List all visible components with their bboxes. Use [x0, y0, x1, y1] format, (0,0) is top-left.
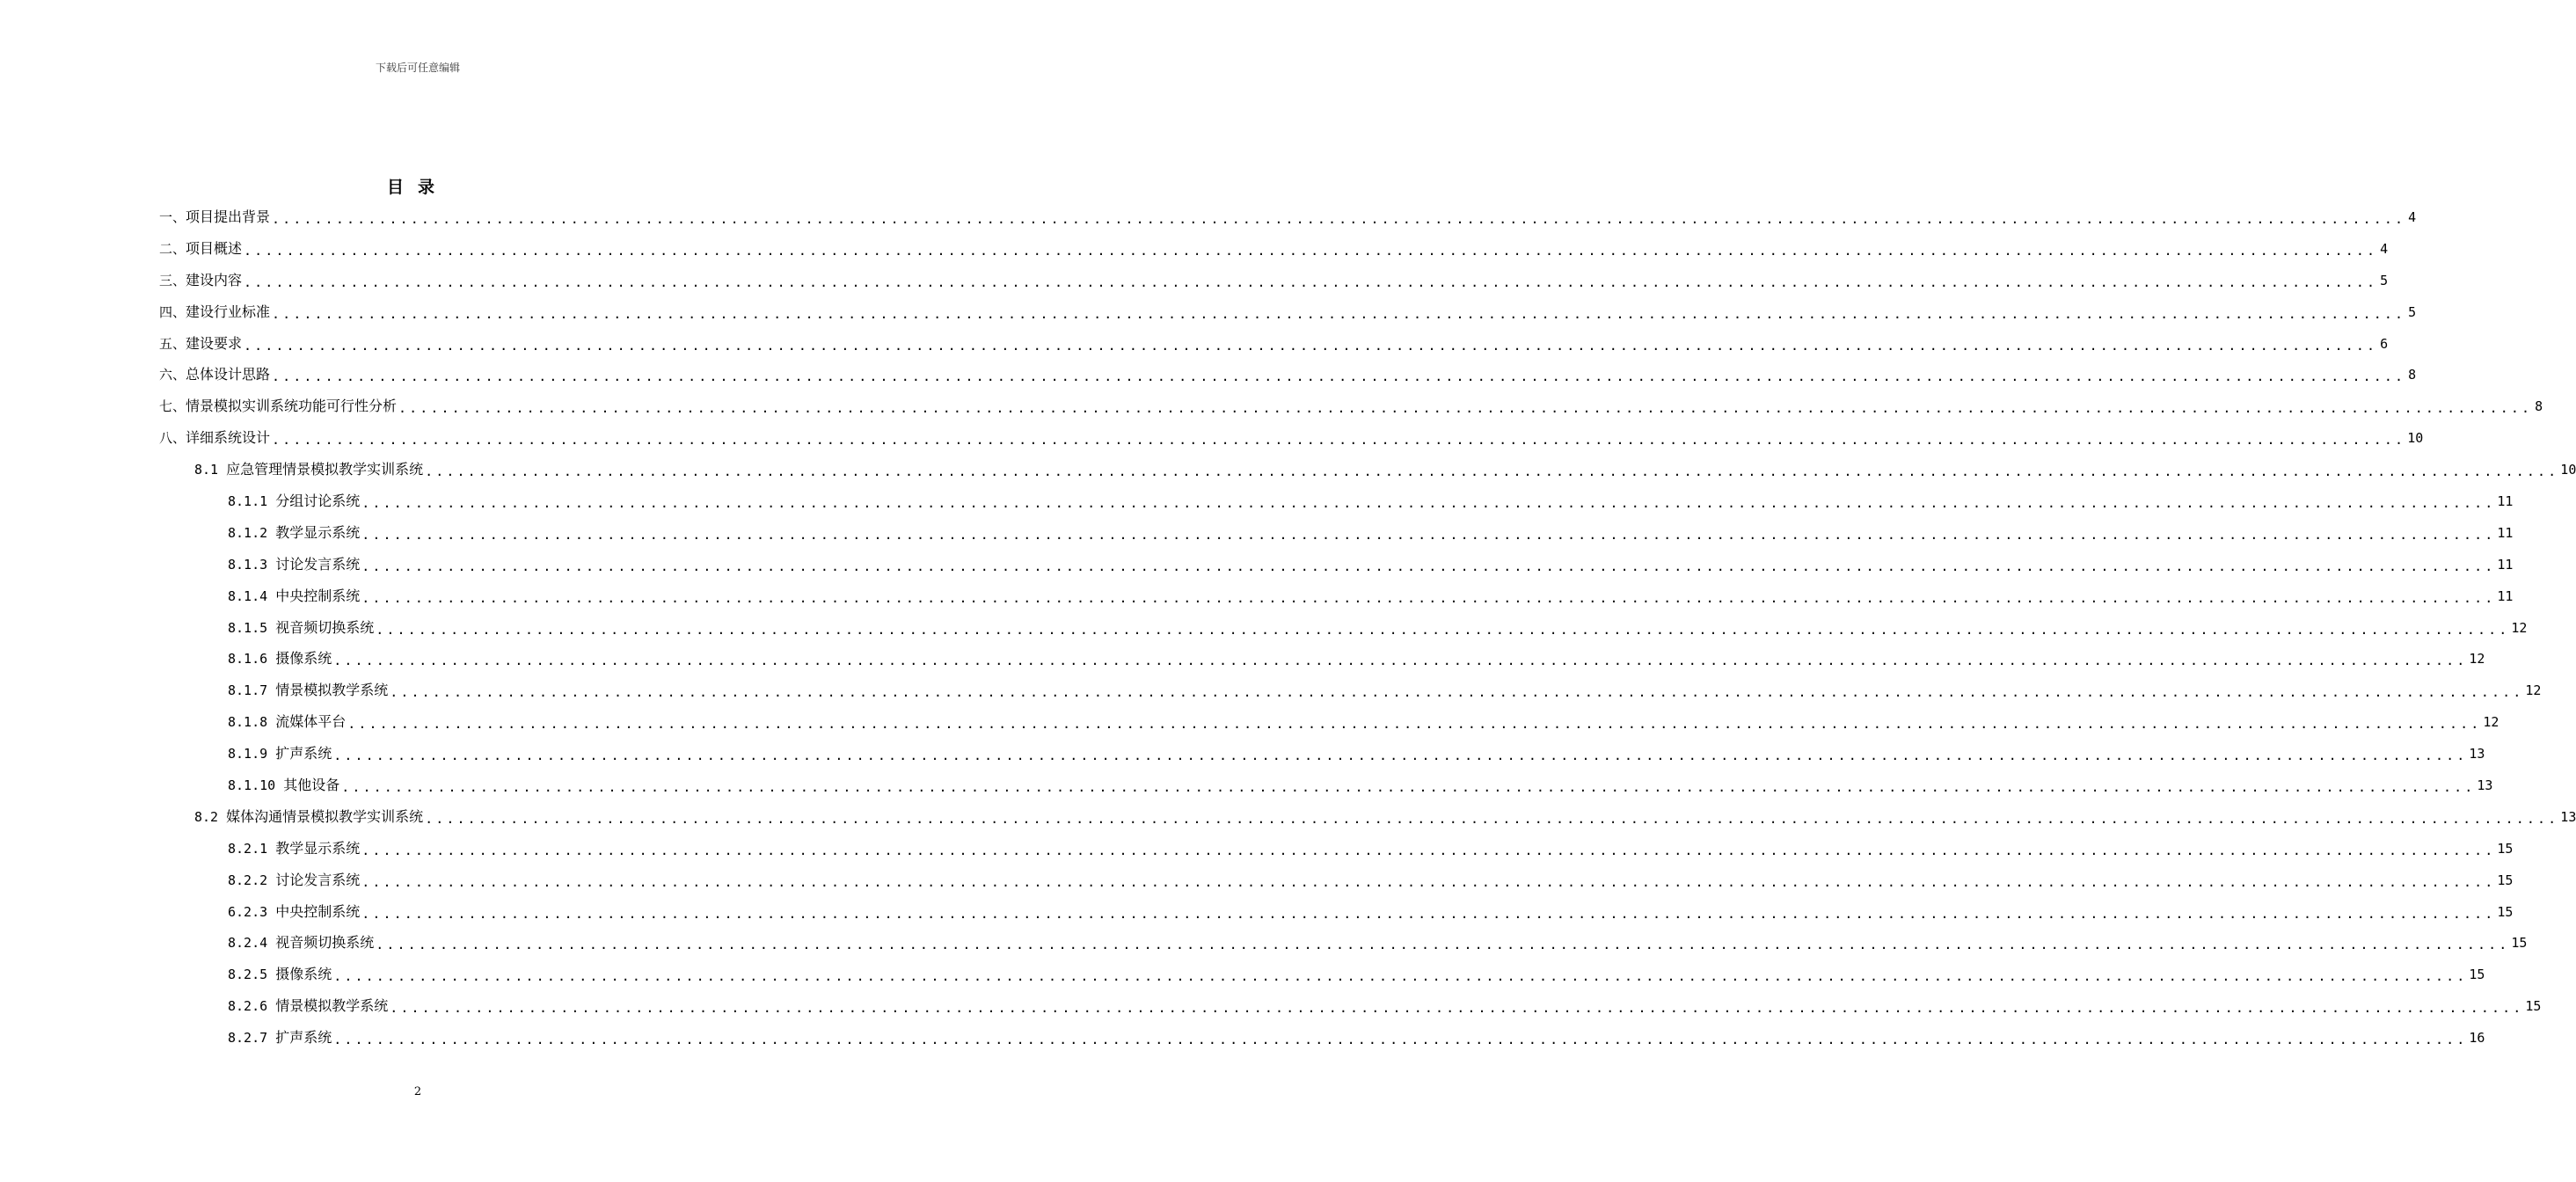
toc-entry-page: 4	[2408, 208, 2417, 225]
toc-entry-number: 8.1.4	[228, 587, 276, 604]
toc-entry[interactable]	[0, 865, 2514, 896]
toc-entry[interactable]	[0, 801, 2576, 833]
toc-entry-label: 应急管理情景模拟教学实训系统	[226, 461, 424, 478]
toc-entry[interactable]	[0, 485, 2514, 517]
toc-dot-leader: ........................................................................................................................................................................................................	[333, 748, 2468, 764]
toc-entry[interactable]	[0, 265, 2389, 296]
toc-dot-leader: ........................................................................................................................................................................................................	[272, 368, 2406, 385]
toc-entry-page: 12	[2483, 714, 2499, 731]
toc-entry[interactable]	[0, 833, 2514, 865]
toc-entry-page: 8	[2535, 398, 2543, 415]
toc-entry[interactable]	[0, 770, 2493, 801]
toc-entry-label: 建设行业标准	[186, 303, 271, 320]
toc-entry-content	[159, 366, 2417, 385]
toc-entry-number: 8.1	[194, 462, 227, 478]
toc-entry[interactable]	[0, 328, 2389, 360]
page-number: 2	[413, 1085, 422, 1098]
toc-entry-page: 11	[2497, 492, 2514, 509]
toc-dot-leader: ........................................................................................................................................................................................................	[333, 968, 2468, 985]
toc-entry-number: 8.1.3	[228, 556, 276, 573]
toc-entry[interactable]	[0, 896, 2514, 928]
toc-dot-leader: ........................................................................................................................................................................................................	[361, 494, 2496, 511]
toc-entry-number: 8.1.9	[228, 746, 276, 762]
toc-dot-leader: ........................................................................................................................................................................................................	[398, 400, 2533, 417]
toc-entry-content	[228, 871, 2514, 890]
toc-dot-leader: ........................................................................................................................................................................................................	[390, 1000, 2524, 1017]
toc-entry-page: 12	[2469, 651, 2485, 668]
toc-entry-number: 八、	[159, 430, 186, 447]
toc-entry-number: 8.1.10	[228, 777, 284, 793]
toc-entry-page: 15	[2497, 903, 2514, 920]
toc-entry[interactable]	[0, 549, 2514, 580]
toc-entry-page: 5	[2408, 303, 2417, 320]
toc-entry[interactable]	[0, 454, 2576, 485]
toc-entry-label: 情景模拟教学系统	[275, 682, 389, 699]
toc-entry[interactable]	[0, 296, 2417, 328]
toc-dot-leader: ........................................................................................................................................................................................................	[272, 305, 2406, 322]
toc-entry-page: 13	[2560, 808, 2576, 825]
toc-entry-content	[228, 555, 2514, 574]
toc-entry-number: 三、	[159, 272, 186, 288]
toc-entry-number: 8.1.8	[228, 714, 276, 731]
toc-entry-page: 15	[2497, 872, 2514, 888]
toc-entry-number: 8.1.1	[228, 492, 276, 509]
toc-entry-content	[194, 807, 2576, 827]
toc-entry-page: 8	[2408, 367, 2417, 383]
toc-entry-label: 摄像系统	[275, 650, 332, 668]
toc-dot-leader: ........................................................................................................................................................................................................	[361, 526, 2496, 543]
toc-entry-content	[159, 398, 2543, 417]
toc-entry-label: 项目提出背景	[186, 208, 271, 225]
toc-entry-label: 教学显示系统	[275, 839, 361, 857]
toc-entry[interactable]	[0, 1022, 2485, 1054]
toc-dot-leader: ........................................................................................................................................................................................................	[361, 558, 2496, 574]
toc-entry-label: 流媒体平台	[275, 713, 347, 731]
toc-entry[interactable]	[0, 927, 2528, 959]
toc-entry-content	[228, 523, 2514, 543]
toc-entry-label: 分组讨论系统	[275, 492, 361, 509]
toc-dot-leader: ........................................................................................................................................................................................................	[244, 337, 2378, 354]
toc-entry-number: 8.2.6	[228, 998, 276, 1015]
toc-entry-content	[228, 713, 2499, 733]
toc-dot-leader: ........................................................................................................................................................................................................	[361, 589, 2496, 606]
toc-entry[interactable]	[0, 201, 2417, 233]
toc-dot-leader: ........................................................................................................................................................................................................	[361, 905, 2496, 922]
toc-entry-number: 四、	[159, 303, 186, 320]
toc-entry-label: 视音频切换系统	[275, 934, 375, 952]
toc-entry-label: 详细系统设计	[186, 429, 271, 447]
toc-entry-number: 8.2	[194, 808, 227, 825]
table-of-contents	[0, 201, 2576, 1054]
toc-entry-number: 8.2.1	[228, 840, 276, 857]
toc-entry-content	[228, 618, 2528, 638]
toc-entry-number: 8.2.7	[228, 1030, 276, 1047]
toc-dot-leader: ........................................................................................................................................................................................................	[390, 684, 2524, 701]
toc-entry-page: 15	[2497, 840, 2514, 857]
toc-entry[interactable]	[0, 580, 2514, 612]
toc-entry-label: 讨论发言系统	[275, 555, 361, 573]
toc-entry-label: 建设内容	[186, 271, 243, 288]
toc-entry-label: 中央控制系统	[275, 587, 361, 604]
toc-entry-content	[228, 997, 2542, 1017]
toc-entry-number: 二、	[159, 240, 186, 257]
toc-entry-content	[228, 934, 2528, 953]
toc-entry-page: 6	[2380, 335, 2389, 352]
toc-entry-page: 11	[2497, 556, 2514, 573]
toc-entry-label: 扩声系统	[275, 745, 332, 762]
toc-entry[interactable]	[0, 422, 2424, 454]
toc-entry-content	[159, 334, 2389, 354]
toc-entry-content	[159, 271, 2389, 290]
toc-entry[interactable]	[0, 359, 2417, 390]
toc-entry-page: 15	[2525, 998, 2542, 1015]
toc-entry-page: 11	[2497, 587, 2514, 604]
toc-entry-label: 视音频切换系统	[275, 618, 375, 636]
toc-entry[interactable]	[0, 738, 2485, 770]
toc-entry-content	[228, 682, 2542, 701]
toc-dot-leader: ........................................................................................................................................................................................................	[244, 274, 2378, 290]
toc-entry-label: 教学显示系统	[275, 523, 361, 541]
toc-entry-label: 其他设备	[283, 776, 340, 793]
toc-entry-page: 12	[2511, 619, 2528, 636]
toc-entry-page: 11	[2497, 524, 2514, 541]
toc-entry-number: 8.2.2	[228, 872, 276, 888]
toc-entry-label: 摄像系统	[275, 966, 332, 983]
toc-entry-page: 12	[2525, 682, 2542, 699]
toc-entry-content	[194, 461, 2576, 480]
page-header: 下载后可任意编辑	[375, 62, 460, 74]
toc-entry-number: 七、	[159, 398, 186, 415]
toc-entry-number: 8.2.4	[228, 935, 276, 952]
toc-dot-leader: ........................................................................................................................................................................................................	[376, 621, 2510, 638]
toc-dot-leader: ........................................................................................................................................................................................................	[361, 873, 2496, 890]
toc-entry-label: 媒体沟通情景模拟教学实训系统	[226, 807, 424, 825]
toc-entry-page: 13	[2477, 777, 2493, 793]
toc-entry[interactable]	[0, 390, 2543, 422]
toc-entry[interactable]	[0, 612, 2528, 644]
toc-entry[interactable]	[0, 675, 2542, 706]
toc-entry[interactable]	[0, 517, 2514, 549]
toc-dot-leader: ........................................................................................................................................................................................................	[333, 653, 2468, 669]
toc-entry-page: 16	[2469, 1030, 2485, 1047]
toc-entry-number: 8.1.7	[228, 682, 276, 699]
toc-dot-leader: ........................................................................................................................................................................................................	[376, 937, 2510, 953]
toc-entry-content	[159, 208, 2417, 227]
toc-entry-number: 8.2.5	[228, 967, 276, 983]
toc-entry-content	[159, 303, 2417, 322]
toc-entry-page: 5	[2380, 272, 2389, 288]
toc-dot-leader: ........................................................................................................................................................................................................	[272, 210, 2406, 227]
toc-entry-number: 6.2.3	[228, 903, 276, 920]
toc-entry-label: 中央控制系统	[275, 902, 361, 920]
toc-entry-content	[228, 650, 2485, 669]
toc-entry-number: 8.1.2	[228, 524, 276, 541]
toc-entry-page: 15	[2511, 935, 2528, 952]
toc-entry-content	[228, 492, 2514, 511]
toc-entry-label: 讨论发言系统	[275, 871, 361, 888]
toc-entry-page: 4	[2380, 240, 2389, 257]
toc-entry-number: 8.1.5	[228, 619, 276, 636]
toc-entry-content	[228, 776, 2493, 795]
toc-dot-leader: ........................................................................................................................................................................................................	[361, 842, 2496, 858]
toc-entry-content	[228, 902, 2514, 922]
toc-entry-label: 项目概述	[186, 239, 243, 257]
toc-entry-content	[159, 239, 2389, 259]
toc-entry-number: 一、	[159, 208, 186, 225]
toc-dot-leader: ........................................................................................................................................................................................................	[244, 242, 2378, 259]
toc-entry-label: 扩声系统	[275, 1029, 332, 1047]
toc-entry-label: 情景模拟教学系统	[275, 997, 389, 1015]
toc-entry-content	[228, 745, 2485, 764]
toc-entry-page: 15	[2469, 967, 2485, 983]
toc-entry[interactable]	[0, 706, 2499, 738]
toc-dot-leader: ........................................................................................................................................................................................................	[272, 432, 2406, 449]
toc-dot-leader: ........................................................................................................................................................................................................	[347, 716, 2482, 733]
toc-dot-leader: ........................................................................................................................................................................................................	[425, 463, 2559, 480]
toc-entry-number: 8.1.6	[228, 651, 276, 668]
toc-entry-page: 10	[2407, 430, 2424, 447]
toc-entry-content	[159, 429, 2424, 449]
toc-dot-leader: ........................................................................................................................................................................................................	[425, 810, 2559, 827]
toc-entry-page: 13	[2469, 746, 2485, 762]
toc-dot-leader: ........................................................................................................................................................................................................	[333, 1032, 2468, 1048]
toc-entry-label: 总体设计思路	[186, 366, 271, 383]
toc-entry-content	[228, 839, 2514, 858]
toc-entry-page: 10	[2560, 462, 2576, 478]
toc-entry[interactable]	[0, 959, 2485, 990]
toc-entry-label: 建设要求	[186, 334, 243, 352]
toc-entry-content	[228, 1029, 2485, 1048]
toc-entry-number: 五、	[159, 335, 186, 352]
toc-title: 目录	[386, 178, 449, 197]
toc-entry-content	[228, 587, 2514, 606]
toc-entry[interactable]	[0, 990, 2542, 1022]
toc-entry[interactable]	[0, 643, 2485, 675]
toc-entry-label: 情景模拟实训系统功能可行性分析	[186, 398, 398, 415]
toc-entry-number: 六、	[159, 367, 186, 383]
toc-entry[interactable]	[0, 233, 2389, 265]
toc-dot-leader: ........................................................................................................................................................................................................	[341, 778, 2476, 795]
toc-entry-content	[228, 966, 2485, 985]
